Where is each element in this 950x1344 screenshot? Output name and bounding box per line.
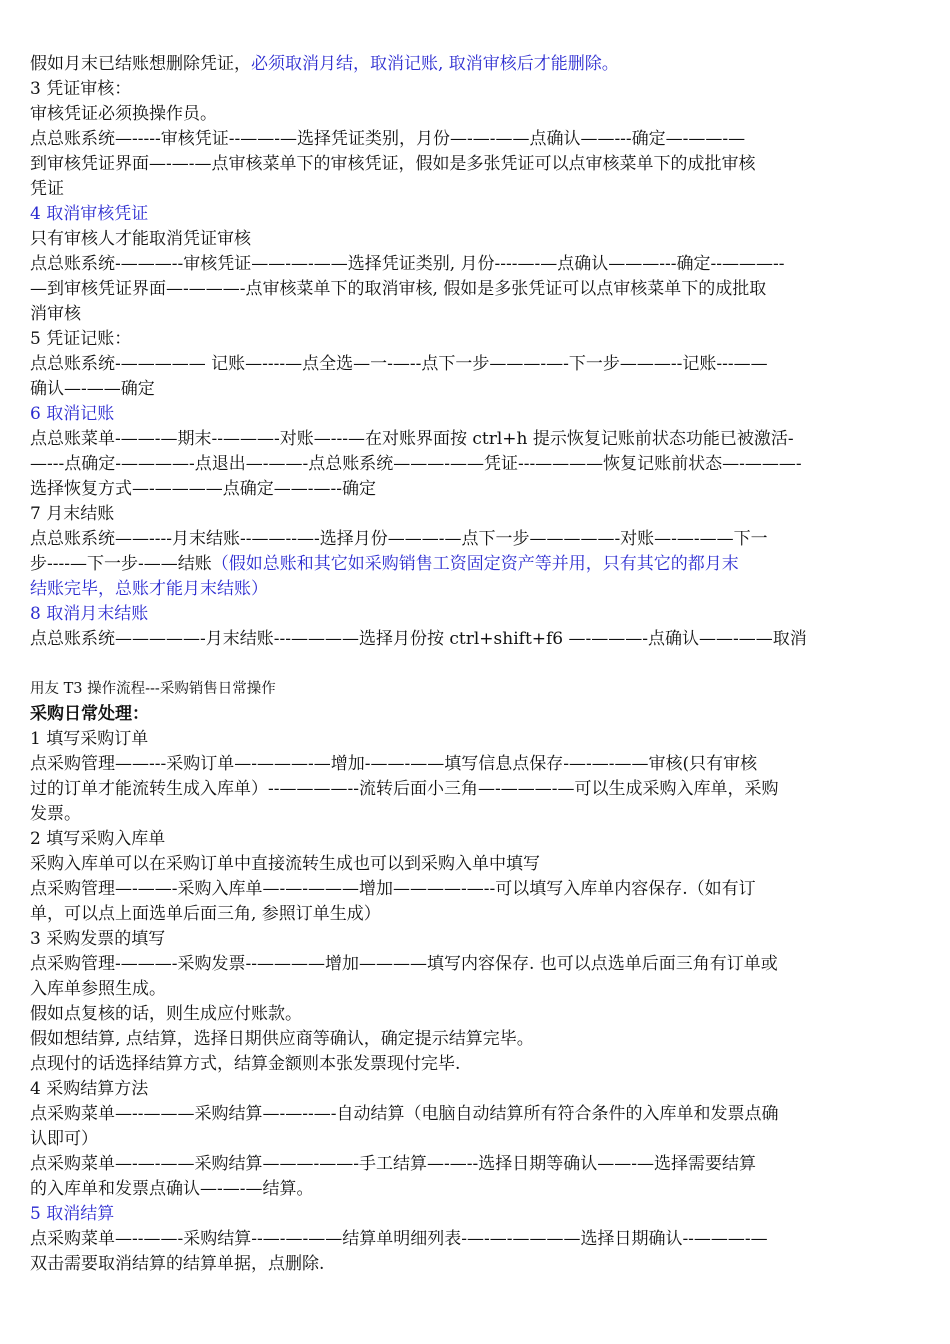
heading-cancel-settlement: 5 取消结算 <box>30 1204 115 1224</box>
heading-purchase-invoice: 3 采购发票的填写 <box>30 929 166 949</box>
spacer <box>30 652 850 677</box>
paragraph-text: 消审核 <box>30 304 81 324</box>
heading-purchase-settlement: 4 采购结算方法 <box>30 1079 149 1099</box>
paragraph-text: 点采购管理——---采购订单—-———-—增加-——-——填写信息点保存-—-—-——审核(只有审核 <box>30 754 758 774</box>
paragraph-text: —---点确定-————-点退出—-——-点总账系统———-——凭证---————恢复记账前状态—-———- <box>30 454 802 474</box>
heading-purchase-order: 1 填写采购订单 <box>30 729 149 749</box>
paragraph-text: —到审核凭证界面—-———-点审核菜单下的取消审核, 假如是多张凭证可以点审核菜单下的成批取 <box>30 279 767 299</box>
paragraph-text: 凭证 <box>30 179 64 199</box>
paragraph-text: 单，可以点上面选单后面三角, 参照订单生成） <box>30 904 381 924</box>
text-run: 步----—下一步-——结账 <box>30 554 212 574</box>
paragraph-text: 点总账系统—-----审核凭证--——-—选择凭证类别，月份—-—-——点确认——---确定—-——-— <box>30 129 746 149</box>
paragraph-text: 确认—-——确定 <box>30 379 155 399</box>
paragraph-text: 点总账系统-————— 记账—----—点全选—一-—--点下一步———-—-下一步———--记账---—— <box>30 354 768 374</box>
paragraph-text: 点采购管理—-——-采购入库单—-—-———增加————-—--可以填写入库单内容保存.（如有订 <box>30 879 756 899</box>
heading-cancel-audit: 4 取消审核凭证 <box>30 204 149 224</box>
paragraph-text: 采购入库单可以在采购订单中直接流转生成也可以到采购入单中填写 <box>30 854 540 874</box>
section-title: 用友 T3 操作流程---采购销售日常操作 <box>30 681 276 697</box>
heading-cancel-month-end: 8 取消月末结账 <box>30 604 149 624</box>
heading-cancel-posting: 6 取消记账 <box>30 404 115 424</box>
paragraph-text: 双击需要取消结算的结算单据，点删除. <box>30 1254 325 1274</box>
paragraph-closing <box>30 552 850 577</box>
paragraph-text: 点采购管理-———-采购发票--————增加————填写内容保存. 也可以点选单后面三角有订单或 <box>30 954 778 974</box>
paragraph-text: 点总账系统-———--审核凭证——-—-——选择凭证类别, 月份----—-—点确认———---确定--———-- <box>30 254 785 274</box>
paragraph-text: 点采购菜单—--———采购结算—-—--—-自动结算（电脑自动结算所有符合条件的入库单和发票点确 <box>30 1104 779 1124</box>
paragraph-text: 的入库单和发票点确认—-—-—结算。 <box>30 1179 314 1199</box>
paragraph-text: 点现付的话选择结算方式，结算金额则本张发票现付完毕. <box>30 1054 461 1074</box>
paragraph-delete-voucher <box>30 52 850 77</box>
paragraph-text: 入库单参照生成。 <box>30 979 166 999</box>
paragraph-text: 点总账菜单-——-—期末--———-对账—---—在对账界面按 ctrl+h 提示恢复记账前状态功能已被激活- <box>30 429 794 449</box>
heading-voucher-posting: 5 凭证记账： <box>30 329 132 349</box>
paragraph-text: 假如想结算, 点结算，选择日期供应商等确认，确定提示结算完毕。 <box>30 1029 534 1049</box>
paragraph-text: 到审核凭证界面—-—-—点审核菜单下的审核凭证，假如是多张凭证可以点审核菜单下的成批审核 <box>30 154 756 174</box>
text-run: 假如月末已结账想删除凭证， <box>30 54 251 74</box>
paragraph-text: 点总账系统——----月末结账--——--—-选择月份———-—点下一步—————-对账—-—-——下一 <box>30 529 768 549</box>
heading-month-end-closing: 7 月末结账 <box>30 504 115 524</box>
paragraph-text: 只有审核人才能取消凭证审核 <box>30 229 251 249</box>
paragraph-text: 发票。 <box>30 804 81 824</box>
paragraph-text: 选择恢复方式—-————点确定——-—--确定 <box>30 479 376 499</box>
highlighted-text: 必须取消月结，取消记账, 取消审核后才能删除。 <box>251 54 619 74</box>
heading-purchase-receipt: 2 填写采购入库单 <box>30 829 166 849</box>
paragraph-text: 点总账系统—————-月末结账---————选择月份按 ctrl+shift+f6 —-———-点确认——-——取消 <box>30 629 807 649</box>
paragraph-text: 过的订单才能流转生成入库单）--————--流转后面小三角—-———-—可以生成采购入库单，采购 <box>30 779 779 799</box>
highlighted-text: 结账完毕，总账才能月末结账） <box>30 579 268 599</box>
paragraph-text: 认即可） <box>30 1129 98 1149</box>
heading-purchase-daily: 采购日常处理： <box>30 704 149 724</box>
paragraph-text: 假如点复核的话，则生成应付账款。 <box>30 1004 302 1024</box>
paragraph-text: 审核凭证必须换操作员。 <box>30 104 217 124</box>
highlighted-text: （假如总账和其它如采购销售工资固定资产等并用，只有其它的都月末 <box>211 554 739 574</box>
heading-voucher-audit: 3 凭证审核： <box>30 79 132 99</box>
paragraph-text: 点采购菜单—--——-采购结算--—-—-——结算单明细列表-—-—-————选择日期确认--———-— <box>30 1229 768 1249</box>
paragraph-text: 点采购菜单—-—-——采购结算———-——-手工结算—-—--选择日期等确认——-—选择需要结算 <box>30 1154 756 1174</box>
